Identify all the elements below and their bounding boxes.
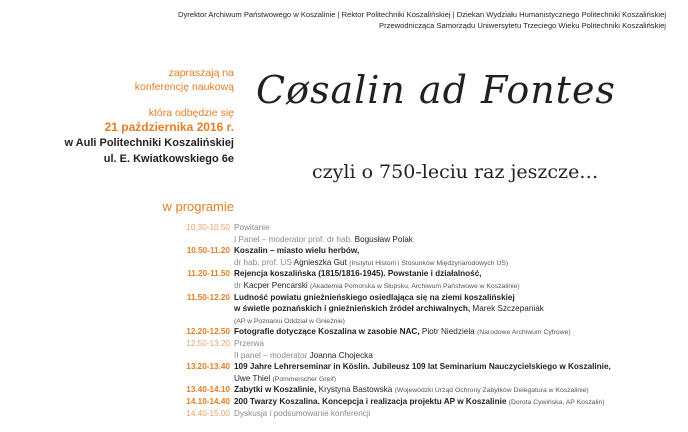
program-row xyxy=(0,303,688,314)
conference-date: 21 października 2016 r. xyxy=(104,120,234,134)
program-row xyxy=(0,315,688,326)
program-title: Ludność powiatu gnieźnieńskiego osiedlająca się na ziemi koszalińskiej xyxy=(234,292,515,302)
program-affiliation: (Instytut Historii i Stosunków Międzynarodowych US) xyxy=(349,259,509,267)
program-row xyxy=(0,268,688,279)
program-time: 14.10-14.40 xyxy=(186,397,230,406)
program-row xyxy=(0,245,688,256)
program-row xyxy=(0,257,688,268)
program-row xyxy=(0,292,688,303)
program-description xyxy=(234,245,359,256)
organizers-line-1: Dyrektor Archiwum Państwowego w Koszalinie | Rektor Politechniki Koszalińskiej | Dziekan Wydziału Humanistycznego Politechniki Koszalińskiej xyxy=(178,10,666,19)
program-title: Przerwa xyxy=(234,339,265,348)
program-title: dr xyxy=(234,281,244,290)
program-description xyxy=(234,280,520,292)
conference-subtitle: czyli o 750-leciu raz jeszcze… xyxy=(312,161,599,183)
program-heading: w programie xyxy=(162,199,234,214)
program-speaker: Joanna Chojecka xyxy=(309,350,373,360)
program-description xyxy=(234,234,413,245)
program-description xyxy=(234,257,508,269)
program-description xyxy=(234,350,373,361)
venue-line-2: ul. E. Kwiatkowskiego 6e xyxy=(103,153,234,165)
program-time: 11.20-11.50 xyxy=(187,269,230,279)
program-description xyxy=(234,268,482,279)
conference-title: Cøsalin ad Fontes xyxy=(256,68,616,112)
program-speaker: Krystyna Bastowska xyxy=(318,385,393,395)
program-description xyxy=(234,222,270,233)
program-affiliation: (Narodowe Archiwum Cyfrowe) xyxy=(476,329,571,337)
program-title: 200 Twarzy Koszalina. Koncepcja i realizacja projektu AP w Koszalinie xyxy=(234,397,507,406)
invite-line-3: która odbędzie się xyxy=(148,107,234,119)
program-speaker: Agnieszka Gut xyxy=(293,257,347,267)
program-time: 11.50-12.20 xyxy=(186,292,230,302)
program-time: 12.20-12.50 xyxy=(186,327,230,337)
program-title: Zabytki w Koszalinie, xyxy=(234,385,317,395)
program-title: Rejencja koszalińska (1815/1816-1945). Powstanie i działalność, xyxy=(234,269,482,279)
program-description xyxy=(234,361,611,372)
program-description xyxy=(234,396,605,408)
program-row xyxy=(0,280,688,291)
program-title: Powitanie xyxy=(234,223,270,232)
program-title: II panel – moderator xyxy=(234,350,310,360)
program-title: dr hab. prof. US xyxy=(234,257,294,267)
program-row xyxy=(0,222,688,233)
program-title: w świetle poznańskich i gnieźnieńskich źródeł archiwalnych, xyxy=(234,304,471,314)
program-title: I Panel – moderator prof. dr hab. xyxy=(234,234,355,244)
venue-line-1: w Auli Politechniki Koszalińskiej xyxy=(64,137,234,149)
program-time: 13.20-13.40 xyxy=(186,362,230,372)
program-affiliation: (Dorota Cywińska, AP Koszalin) xyxy=(508,399,605,406)
program-time: 10.30-10.50 xyxy=(186,223,230,232)
program-speaker: Bogusław Polak xyxy=(354,234,413,244)
program-row xyxy=(0,326,688,337)
program-row xyxy=(0,373,688,384)
program-title: Dyskusja i podsumowanie konferencji xyxy=(234,408,371,418)
program-affiliation: (Pommerscher Greif) xyxy=(272,375,336,383)
program-affiliation: (Akademia Pomorska w Słupsku, Archiwum Państwowe w Koszalinie) xyxy=(310,283,520,290)
program-description xyxy=(234,292,515,303)
program-title: 109 Jahre Lehrerseminar in Köslin. Jubileusz 109 lat Seminarium Nauczycielskiego w Koszalinie, xyxy=(234,362,611,372)
program-row xyxy=(0,408,688,419)
invite-line-1: zapraszają na xyxy=(168,67,234,79)
program-affiliation: (AP w Poznaniu Oddział w Gnieźnie) xyxy=(234,317,345,325)
program-title: Uwe Thiel xyxy=(234,373,271,383)
program-speaker: Kacper Pencarski xyxy=(243,281,308,290)
program-description xyxy=(234,303,544,314)
program-description xyxy=(234,326,571,338)
program-affiliation: (Wojewódzki Urząd Ochrony Zabytków Delegatura w Koszalinie) xyxy=(394,387,589,395)
program-title: Fotografie dotyczące Koszalina w zasobie NAC, xyxy=(234,327,420,337)
program-description xyxy=(234,373,336,385)
program-speaker: Piotr Niedziela xyxy=(421,327,475,337)
program-speaker: Marek Szczepaniak xyxy=(472,304,544,314)
program-description xyxy=(234,338,264,349)
program-description xyxy=(234,315,345,327)
program-description xyxy=(234,408,371,419)
program-row xyxy=(0,338,688,349)
program-row xyxy=(0,350,688,361)
program-row xyxy=(0,361,688,372)
program-time: 13.40-14.10 xyxy=(186,385,230,395)
organizers-line-2: Przewodnicząca Samorządu Uniwersytetu Trzeciego Wieku Politechniki Koszalińskiej xyxy=(379,21,666,30)
program-row xyxy=(0,396,688,407)
program-time: 14.40-15.00 xyxy=(186,408,230,418)
program-title: Koszalin – miasto wielu herbów, xyxy=(234,246,360,256)
program-row xyxy=(0,234,688,245)
invite-line-2: konferencję naukową xyxy=(134,81,234,93)
program-description xyxy=(234,384,589,396)
program-time: 10.50-11.20 xyxy=(186,246,230,256)
program-time: 12.50-13.20 xyxy=(186,339,230,348)
program-row xyxy=(0,384,688,395)
